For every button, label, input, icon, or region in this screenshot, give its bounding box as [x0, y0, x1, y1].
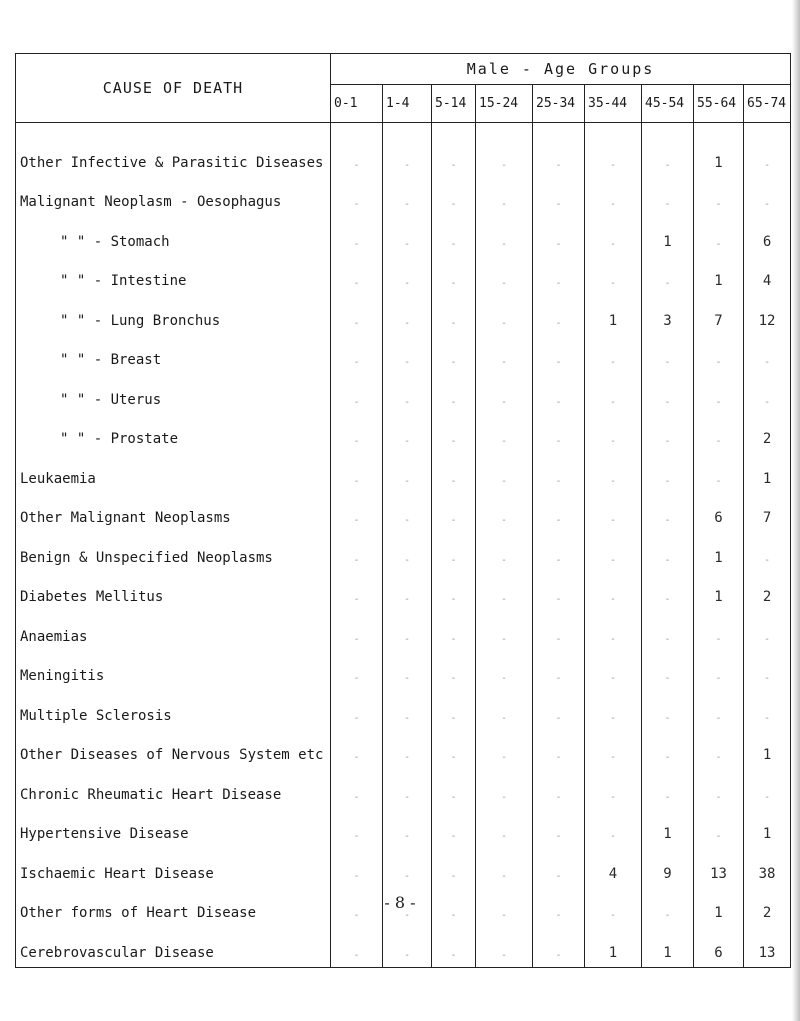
death-count-cell: - — [383, 769, 432, 809]
table-row — [16, 256, 791, 296]
death-count-cell: - — [476, 216, 533, 256]
death-count-cell: 3 — [642, 295, 694, 335]
death-count-cell: - — [533, 730, 585, 770]
death-count-cell: - — [476, 927, 533, 967]
cause-label: Other forms of Heart Disease — [16, 888, 331, 928]
death-count-cell: 9 — [642, 848, 694, 888]
death-count-cell: - — [533, 123, 585, 177]
cause-label: Other Malignant Neoplasms — [16, 493, 331, 533]
death-count-cell: - — [331, 374, 383, 414]
death-count-cell: - — [432, 493, 476, 533]
death-count-cell: - — [476, 335, 533, 375]
death-count-cell: 6 — [744, 216, 791, 256]
death-count-cell: 6 — [694, 493, 744, 533]
table-row — [16, 848, 791, 888]
cause-label: " " - Breast — [16, 335, 331, 375]
death-count-cell: - — [585, 532, 642, 572]
death-count-cell: - — [383, 888, 432, 928]
age-group-header: 65-74 — [744, 85, 791, 123]
death-count-cell: 1 — [744, 453, 791, 493]
death-count-cell: - — [533, 335, 585, 375]
death-count-cell: - — [432, 848, 476, 888]
death-count-cell: 38 — [744, 848, 791, 888]
death-count-cell: - — [585, 611, 642, 651]
death-count-cell: 1 — [694, 888, 744, 928]
death-count-cell: - — [476, 414, 533, 454]
age-group-header: 15-24 — [476, 85, 533, 123]
death-count-cell: - — [476, 123, 533, 177]
death-count-cell: 4 — [744, 256, 791, 296]
death-count-cell: - — [476, 374, 533, 414]
death-count-cell: - — [585, 888, 642, 928]
age-group-header: 55-64 — [694, 85, 744, 123]
cause-label: Other Diseases of Nervous System etc — [16, 730, 331, 770]
death-count-cell: - — [694, 374, 744, 414]
table-row — [16, 730, 791, 770]
death-count-cell: 1 — [744, 809, 791, 849]
death-count-cell: - — [642, 769, 694, 809]
death-count-cell: - — [476, 572, 533, 612]
death-count-cell: - — [642, 374, 694, 414]
cause-label: " " - Stomach — [16, 216, 331, 256]
death-count-cell: - — [331, 730, 383, 770]
mortality-table — [15, 53, 791, 968]
age-group-header: 35-44 — [585, 85, 642, 123]
death-count-cell: - — [331, 532, 383, 572]
death-count-cell: - — [432, 888, 476, 928]
death-count-cell: 2 — [744, 572, 791, 612]
death-count-cell: - — [744, 651, 791, 691]
death-count-cell: - — [383, 532, 432, 572]
death-count-cell: - — [476, 651, 533, 691]
death-count-cell: - — [585, 177, 642, 217]
cause-label: Meningitis — [16, 651, 331, 691]
cause-label: Chronic Rheumatic Heart Disease — [16, 769, 331, 809]
death-count-cell: - — [533, 611, 585, 651]
death-count-cell: - — [585, 690, 642, 730]
table-row — [16, 493, 791, 533]
death-count-cell: 7 — [744, 493, 791, 533]
table-row — [16, 809, 791, 849]
death-count-cell: - — [585, 414, 642, 454]
death-count-cell: - — [331, 651, 383, 691]
death-count-cell: - — [476, 177, 533, 217]
age-groups-header: Male - Age Groups — [331, 54, 791, 85]
death-count-cell: - — [533, 809, 585, 849]
death-count-cell: - — [694, 690, 744, 730]
death-count-cell: - — [383, 177, 432, 217]
cause-label: Hypertensive Disease — [16, 809, 331, 849]
death-count-cell: - — [331, 927, 383, 967]
death-count-cell: - — [432, 335, 476, 375]
page-edge-shadow — [792, 0, 800, 1021]
cause-label: Benign & Unspecified Neoplasms — [16, 532, 331, 572]
death-count-cell: 1 — [694, 123, 744, 177]
death-count-cell: - — [476, 690, 533, 730]
death-count-cell: - — [533, 848, 585, 888]
death-count-cell: - — [476, 453, 533, 493]
death-count-cell: - — [744, 690, 791, 730]
age-group-header: 5-14 — [432, 85, 476, 123]
death-count-cell: - — [694, 769, 744, 809]
death-count-cell: - — [585, 572, 642, 612]
death-count-cell: - — [432, 809, 476, 849]
death-count-cell: - — [585, 256, 642, 296]
death-count-cell: - — [642, 888, 694, 928]
death-count-cell: - — [331, 493, 383, 533]
age-group-header: 25-34 — [533, 85, 585, 123]
death-count-cell: 1 — [694, 572, 744, 612]
age-group-header: 45-54 — [642, 85, 694, 123]
death-count-cell: - — [432, 374, 476, 414]
age-group-header: 1-4 — [383, 85, 432, 123]
death-count-cell: - — [642, 453, 694, 493]
death-count-cell: - — [383, 414, 432, 454]
death-count-cell: - — [331, 611, 383, 651]
death-count-cell: - — [744, 769, 791, 809]
death-count-cell: - — [744, 177, 791, 217]
death-count-cell: - — [331, 177, 383, 217]
death-count-cell: - — [694, 335, 744, 375]
death-count-cell: - — [694, 611, 744, 651]
table-row — [16, 532, 791, 572]
death-count-cell: - — [533, 927, 585, 967]
death-count-cell: - — [642, 611, 694, 651]
death-count-cell: - — [694, 216, 744, 256]
table-row — [16, 572, 791, 612]
death-count-cell: - — [533, 374, 585, 414]
death-count-cell: - — [432, 572, 476, 612]
cause-label: " " - Prostate — [16, 414, 331, 454]
death-count-cell: - — [476, 256, 533, 296]
death-count-cell: - — [383, 690, 432, 730]
death-count-cell: - — [585, 493, 642, 533]
death-count-cell: - — [476, 848, 533, 888]
death-count-cell: - — [694, 453, 744, 493]
death-count-cell: 6 — [694, 927, 744, 967]
death-count-cell: - — [585, 769, 642, 809]
death-count-cell: - — [642, 123, 694, 177]
death-count-cell: - — [476, 611, 533, 651]
table-row — [16, 769, 791, 809]
death-count-cell: - — [331, 335, 383, 375]
death-count-cell: 1 — [694, 256, 744, 296]
table-row — [16, 927, 791, 967]
cause-label: " " - Intestine — [16, 256, 331, 296]
table-row — [16, 453, 791, 493]
death-count-cell: - — [642, 690, 694, 730]
death-count-cell: - — [432, 216, 476, 256]
death-count-cell: - — [432, 414, 476, 454]
death-count-cell: - — [331, 295, 383, 335]
death-count-cell: - — [585, 374, 642, 414]
death-count-cell: - — [585, 809, 642, 849]
death-count-cell: - — [383, 453, 432, 493]
death-count-cell: - — [331, 414, 383, 454]
death-count-cell: - — [476, 532, 533, 572]
death-count-cell: - — [533, 414, 585, 454]
death-count-cell: 2 — [744, 888, 791, 928]
cause-label: " " - Uterus — [16, 374, 331, 414]
death-count-cell: - — [432, 690, 476, 730]
death-count-cell: - — [331, 572, 383, 612]
death-count-cell: - — [694, 809, 744, 849]
death-count-cell: 7 — [694, 295, 744, 335]
table-row — [16, 216, 791, 256]
cause-label: Diabetes Mellitus — [16, 572, 331, 612]
death-count-cell: - — [476, 493, 533, 533]
death-count-cell: - — [331, 809, 383, 849]
table-row — [16, 123, 791, 177]
death-count-cell: 12 — [744, 295, 791, 335]
cause-label: Ischaemic Heart Disease — [16, 848, 331, 888]
death-count-cell: - — [533, 769, 585, 809]
death-count-cell: - — [383, 335, 432, 375]
death-count-cell: - — [694, 730, 744, 770]
death-count-cell: - — [383, 651, 432, 691]
table-body — [16, 123, 791, 968]
death-count-cell: - — [383, 295, 432, 335]
death-count-cell: - — [432, 651, 476, 691]
table-row — [16, 295, 791, 335]
death-count-cell: - — [533, 572, 585, 612]
death-count-cell: - — [331, 123, 383, 177]
death-count-cell: - — [383, 848, 432, 888]
death-count-cell: - — [476, 295, 533, 335]
death-count-cell: - — [642, 572, 694, 612]
death-count-cell: 1 — [642, 216, 694, 256]
cause-label: Multiple Sclerosis — [16, 690, 331, 730]
death-count-cell: - — [744, 374, 791, 414]
death-count-cell: - — [694, 414, 744, 454]
death-count-cell: 1 — [694, 532, 744, 572]
table-row — [16, 335, 791, 375]
death-count-cell: - — [476, 888, 533, 928]
cause-label: Other Infective & Parasitic Diseases — [16, 123, 331, 177]
death-count-cell: - — [383, 123, 432, 177]
death-count-cell: - — [744, 532, 791, 572]
death-count-cell: - — [585, 123, 642, 177]
death-count-cell: - — [383, 374, 432, 414]
death-count-cell: - — [585, 216, 642, 256]
cause-label: " " - Lung Bronchus — [16, 295, 331, 335]
table-row — [16, 374, 791, 414]
cause-label: Anaemias — [16, 611, 331, 651]
death-count-cell: 1 — [744, 730, 791, 770]
death-count-cell: - — [533, 295, 585, 335]
death-count-cell: - — [383, 611, 432, 651]
age-group-header: 0-1 — [331, 85, 383, 123]
death-count-cell: - — [533, 177, 585, 217]
page-number: - 8 - — [384, 893, 416, 912]
death-count-cell: - — [585, 453, 642, 493]
death-count-cell: - — [331, 888, 383, 928]
death-count-cell: 1 — [642, 809, 694, 849]
death-count-cell: - — [432, 730, 476, 770]
death-count-cell: - — [383, 809, 432, 849]
death-count-cell: - — [642, 335, 694, 375]
death-count-cell: - — [642, 256, 694, 296]
death-count-cell: - — [383, 256, 432, 296]
death-count-cell: - — [432, 256, 476, 296]
death-count-cell: - — [585, 651, 642, 691]
death-count-cell: - — [642, 730, 694, 770]
death-count-cell: - — [585, 730, 642, 770]
death-count-cell: - — [476, 730, 533, 770]
death-count-cell: - — [432, 123, 476, 177]
cause-label: Cerebrovascular Disease — [16, 927, 331, 967]
death-count-cell: - — [642, 651, 694, 691]
death-count-cell: - — [533, 256, 585, 296]
death-count-cell: 2 — [744, 414, 791, 454]
death-count-cell: - — [533, 888, 585, 928]
death-count-cell: - — [642, 532, 694, 572]
death-count-cell: - — [533, 493, 585, 533]
death-count-cell: - — [432, 453, 476, 493]
death-count-cell: - — [642, 493, 694, 533]
death-count-cell: - — [533, 216, 585, 256]
table-row — [16, 651, 791, 691]
death-count-cell: - — [432, 611, 476, 651]
cause-label: Malignant Neoplasm - Oesophagus — [16, 177, 331, 217]
death-count-cell: 13 — [744, 927, 791, 967]
death-count-cell: - — [432, 177, 476, 217]
cause-of-death-header: CAUSE OF DEATH — [16, 54, 331, 123]
death-count-cell: - — [331, 453, 383, 493]
death-count-cell: - — [744, 335, 791, 375]
death-count-cell: - — [331, 848, 383, 888]
death-count-cell: - — [331, 216, 383, 256]
death-count-cell: - — [642, 177, 694, 217]
death-count-cell: - — [694, 651, 744, 691]
death-count-cell: - — [585, 335, 642, 375]
death-count-cell: - — [383, 493, 432, 533]
death-count-cell: - — [533, 453, 585, 493]
death-count-cell: 1 — [642, 927, 694, 967]
death-count-cell: - — [476, 769, 533, 809]
table-row — [16, 611, 791, 651]
death-count-cell: 13 — [694, 848, 744, 888]
death-count-cell: - — [744, 611, 791, 651]
death-count-cell: - — [432, 927, 476, 967]
death-count-cell: 4 — [585, 848, 642, 888]
death-count-cell: - — [432, 769, 476, 809]
death-count-cell: - — [383, 216, 432, 256]
death-count-cell: 1 — [585, 295, 642, 335]
death-count-cell: 1 — [585, 927, 642, 967]
table-row — [16, 177, 791, 217]
cause-label: Leukaemia — [16, 453, 331, 493]
table-row — [16, 414, 791, 454]
death-count-cell: - — [642, 414, 694, 454]
death-count-cell: - — [331, 690, 383, 730]
death-count-cell: - — [533, 651, 585, 691]
death-count-cell: - — [533, 690, 585, 730]
death-count-cell: - — [476, 809, 533, 849]
table-row — [16, 690, 791, 730]
death-count-cell: - — [432, 295, 476, 335]
death-count-cell: - — [533, 532, 585, 572]
death-count-cell: - — [383, 730, 432, 770]
death-count-cell: - — [694, 177, 744, 217]
death-count-cell: - — [432, 532, 476, 572]
death-count-cell: - — [331, 256, 383, 296]
death-count-cell: - — [383, 572, 432, 612]
death-count-cell: - — [744, 123, 791, 177]
death-count-cell: - — [383, 927, 432, 967]
death-count-cell: - — [331, 769, 383, 809]
